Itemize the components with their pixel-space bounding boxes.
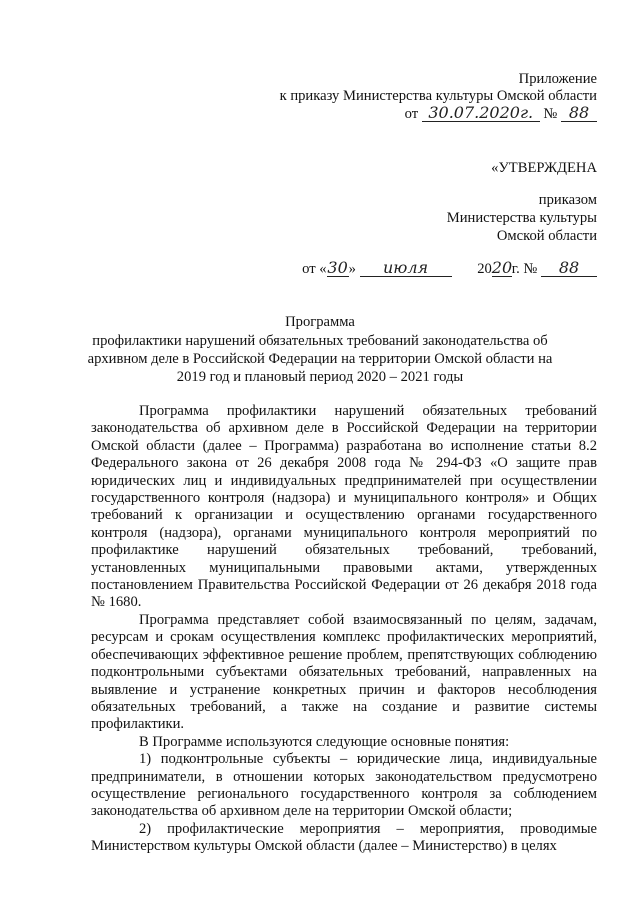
- order-date-number: от 30.07.2020г. № 88: [405, 104, 597, 123]
- approval-line-2: Министерства культуры: [446, 210, 597, 226]
- handwritten-number: 88: [561, 104, 597, 122]
- approval-line-3: Омской области: [496, 228, 597, 244]
- handwritten-day: 30: [327, 258, 348, 277]
- program-subtitle-1: профилактики нарушений обязательных требований законодательства об: [92, 333, 548, 349]
- paragraph-5: 2) профилактические мероприятия – мероприятия, проводимые Министерством культуры Омской области (далее – Министерство) в целях: [91, 820, 597, 855]
- approval-date-number: от «30» июля 2020г. № 88: [302, 259, 597, 278]
- program-title: Программа: [285, 314, 355, 330]
- appendix-label: Приложение: [518, 71, 597, 87]
- paragraph-2: Программа представляет собой взаимосвязанный по целям, задачам, ресурсам и срокам осуществления комплекс профилактических мероприятий, обеспечивающих эффективное решение проблем, препятствующих соблюдению подконтрольными субъектами обязательных требований, направленных на выявление и устранение конкретных причин и факторов несоблюдения обязательных требований, а также на создание и развитие системы профилактики.: [91, 611, 597, 733]
- handwritten-date: 30.07.2020г.: [422, 104, 540, 122]
- paragraph-1: Программа профилактики нарушений обязательных требований законодательства об архивном деле в Российской Федерации на территории Омской области (далее – Программа) разработана во исполнение статьи 8.2 Федерального закона от 26 декабря 2008 года № 294-ФЗ «О защите прав юридических лиц и индивидуальных предпринимателей при осуществлении государственного контроля (надзора) и муниципального контроля» и Общих требований к организации и осуществлению органами государственного контроля (надзора), органами муниципального контроля мероприятий по профилактике нарушений обязательных требований, требований, установленных муниципальными правовыми актами, утвержденных постановлением Правительства Российской Федерации от 26 декабря 2018 года № 1680.: [91, 403, 597, 611]
- approval-title: «УТВЕРЖДЕНА: [491, 160, 597, 176]
- order-reference: к приказу Министерства культуры Омской области: [279, 88, 597, 104]
- paragraph-3: В Программе используются следующие основные понятия:: [139, 733, 510, 750]
- program-subtitle-3: 2019 год и плановый период 2020 – 2021 годы: [176, 369, 464, 385]
- paragraph-4: 1) подконтрольные субъекты – юридические лица, индивидуальные предприниматели, в отношении которых законодательством предусмотрено осуществление регионального государственного контроля за соблюдением законодательства об архивном деле на территории Омской области;: [91, 751, 597, 820]
- handwritten-approval-number: 88: [541, 259, 597, 277]
- handwritten-month: июля: [360, 259, 452, 277]
- document-body: [91, 403, 597, 856]
- handwritten-year: 20: [491, 258, 513, 277]
- approval-line-1: приказом: [538, 192, 597, 208]
- program-subtitle-2: архивном деле в Российской Федерации на территории Омской области на: [87, 351, 553, 367]
